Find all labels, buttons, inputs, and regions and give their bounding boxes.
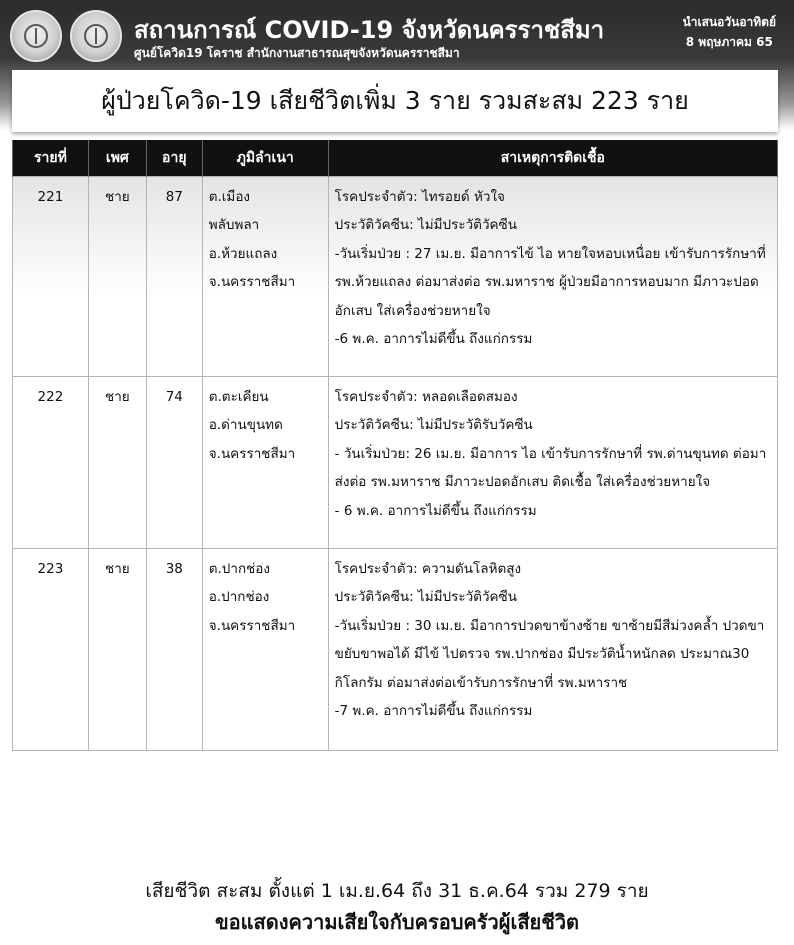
case-details [328,376,777,548]
vaccine-history: ประวัติวัคซีน: ไม่มีประวัติวัคซีน [334,217,517,233]
public-health-logo [70,10,122,62]
column-header-origin: ภูมิลำเนา [202,140,328,176]
case-details [328,176,777,376]
death-note: -6 พ.ค. อาการไม่ดีขึ้น ถึงแก่กรรม [334,331,533,347]
table-header-row [13,140,778,176]
origin-line: พลับพลา [208,217,260,233]
date-line-weekday: นำเสนอวันอาทิตย์ [682,15,776,29]
case-age: 38 [146,548,202,750]
underlying-disease: โรคประจำตัว: ความดันโลหิตสูง [334,560,522,577]
province-seal-logo [10,10,62,62]
death-cases-table [12,140,778,751]
underlying-disease: โรคประจำตัว: ไทรอยด์ หัวใจ [334,188,505,205]
headline-bar [12,70,778,132]
column-header-sex: เพศ [88,140,146,176]
case-origin [202,376,328,548]
column-header-case-no: รายที่ [13,140,89,176]
illness-timeline: -วันเริ่มป่วย : 30 เม.ย. มีอาการปวดขาข้างซ้าย ขาซ้ายมีสีม่วงคล้ำ ปวดขา ขยับขาพอได้ มีไข้ ไปตรวจ รพ.ปากช่อง มีประวัติน้ำหนักลด ประมาณ30 กิโลกรัม ต่อมาส่งต่อเข้ารับการรักษาที่ รพ.มหาราช [334,617,765,691]
date-line-date: 8 พฤษภาคม 65 [685,35,773,49]
case-details [328,548,777,750]
illness-timeline: - วันเริ่มป่วย: 26 เม.ย. มีอาการ ไอ เข้ารับการรักษาที่ รพ.ด่านขุนทด ต่อมา ส่งต่อ รพ.มหาราช มีภาวะปอดอักเสบ ติดเชื้อ ใส่เครื่องช่วยหายใจ [334,445,767,490]
condolence-message: ขอแสดงความเสียใจกับครอบครัวผู้เสียชีวิต [214,910,580,934]
origin-line: จ.นครราชสีมา [208,617,296,634]
case-sex: ชาย [88,176,146,376]
header-date [683,12,776,52]
origin-line: จ.นครราชสีมา [208,274,296,290]
origin-line: จ.นครราชสีมา [208,445,296,462]
cumulative-deaths-note: เสียชีวิต สะสม ตั้งแต่ 1 เม.ย.64 ถึง 31 ธ.ค.64 รวม 279 ราย [145,880,649,902]
table-row [13,376,778,548]
origin-line: ต.ปากช่อง [208,560,270,577]
case-number: 223 [13,548,89,750]
table-row [13,176,778,376]
case-origin [202,548,328,750]
vaccine-history: ประวัติวัคซีน: ไม่มีประวัติวัคซีน [334,589,517,605]
header-subtitle: ศูนย์โควิด19 โคราช สำนักงานสาธารณสุขจังหวัดนครราชสีมา [134,46,460,60]
case-sex: ชาย [88,376,146,548]
case-sex: ชาย [88,548,146,750]
headline: ผู้ป่วยโควิด-19 เสียชีวิตเพิ่ม 3 ราย รวมสะสม 223 ราย [101,86,689,115]
death-note: -7 พ.ค. อาการไม่ดีขึ้น ถึงแก่กรรม [334,703,533,719]
origin-line: ต.ตะเคียน [208,388,269,405]
case-number: 222 [13,376,89,548]
illness-timeline: -วันเริ่มป่วย : 27 เม.ย. มีอาการไข้ ไอ หายใจหอบเหนื่อย เข้ารับการรักษาที่ รพ.ห้วยแถลง ต่อมาส่งต่อ รพ.มหาราช ผู้ป่วยมีอาการหอบมาก มีภาวะปอดอักเสบ ใส่เครื่องช่วยหายใจ [334,245,766,319]
origin-line: อ.ห้วยแถลง [208,245,278,262]
header-title: สถานการณ์ COVID-19 จังหวัดนครราชสีมา [134,16,605,44]
table-row [13,548,778,750]
case-number: 221 [13,176,89,376]
column-header-age: อายุ [146,140,202,176]
origin-line: อ.ด่านขุนทด [208,417,283,433]
death-note: - 6 พ.ค. อาการไม่ดีขึ้น ถึงแก่กรรม [334,502,537,519]
vaccine-history: ประวัติวัคซีน: ไม่มีประวัติรับวัคซีน [334,417,533,433]
origin-line: ต.เมือง [208,188,251,205]
case-age: 87 [146,176,202,376]
case-age: 74 [146,376,202,548]
underlying-disease: โรคประจำตัว: หลอดเลือดสมอง [334,388,518,405]
case-origin [202,176,328,376]
column-header-cause: สาเหตุการติดเชื้อ [328,140,777,176]
origin-line: อ.ปากช่อง [208,589,270,605]
